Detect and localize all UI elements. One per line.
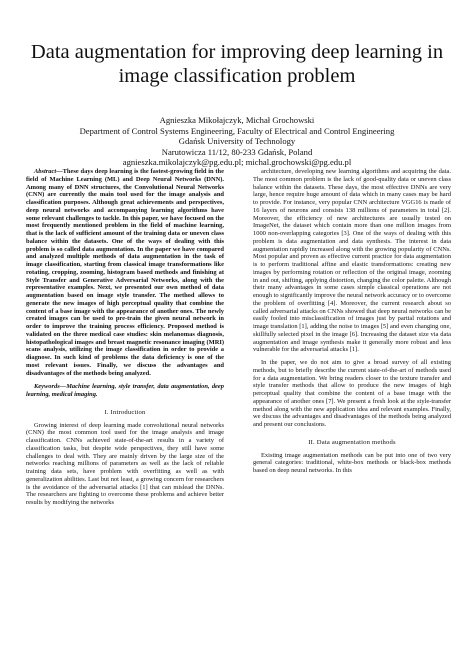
paper-title: Data augmentation for improving deep learning in image classification problem	[30, 41, 444, 87]
section-heading-augmentation: II. Data augmentation methods	[308, 438, 396, 446]
author-department: Department of Control Systems Engineering, Faculty of Electrical and Control Engineering	[79, 125, 395, 136]
author-names: Agnieszka Mikołajczyk, Michał Grochowski	[159, 115, 315, 125]
body-paragraph-2: In the paper, we do not aim to give a broad survey of all existing methods, but to briefly describe the current state-of-the-art of methods used for a data augmentation. We bring readers closer to the texture transfer and style transfer methods that allow to produce the new images of high perceptual quality that combine the content of a base image with the appearance of another ones [7]. We present a fresh look at the style-transfer method along with the new application idea and relevant examples. Finally, we discuss the advantages and disadvantages of the methods being analyzed and present our conclusions.	[253, 359, 451, 428]
right-column	[253, 168, 451, 475]
author-address: Narutowicza 11/12, 80-233 Gdańsk, Poland	[161, 146, 313, 157]
abstract-text: These days deep learning is the fastest-growing field in the field of Machine Learning (ML) and Deep Neural Networks (DNN). Among many of DNN structures, the Convolutional Neural Networks (CNN) are currently the main tool used for the image analysis and classification purposes. Although great achievements and perspectives, deep neural networks and accompanying learning algorithms have some relevant challenges to tackle. In this paper, we have focused on the most frequently mentioned problem in the field of machine learning, that is the lack of sufficient amount of the training data or uneven class balance within the datasets. One of the ways of dealing with this problem is so called data augmentation. In the paper we have compared and analyzed multiple methods of data augmentation in the task of image classification, starting from classical image transformations like rotating, cropping, zooming, histogram based methods and finishing at Style Transfer and Generative Adversarial Networks, along with the representative examples. Next, we presented our own method of data augmentation based on image style transfer. The method allows to generate the new images of high perceptual quality that combine the content of a base image with the appearance of another ones. The newly created images can be used to pre-train the given neural network in order to improve the training process efficiency. Proposed method is validated on the three medical case studies: skin melanomas diagnosis, histopathological images and breast magnetic resonance imaging (MRI) scans analysis, utilizing the image classification in order to provide a diagnose. In such kind of problems the data deficiency is one of the most relevant issues. Finally, we discuss the advantages and disadvantages of the methods being analyzed.	[26, 168, 224, 377]
keywords-label: Keywords	[34, 383, 60, 391]
section-heading-introduction: I. Introduction	[104, 408, 146, 416]
author-emails: agnieszka.mikolajczyk@pg.edu.pl; michal.grochowski@pg.edu.pl	[122, 157, 352, 168]
author-university: Gdańsk University of Technology	[178, 136, 296, 147]
abstract: Abstract—These days deep learning is the fastest-growing field in the field of Machine Learning (ML) and Deep Neural Networks (DNN). Among many of DNN structures, the Convolutional Neural Networks (CNN) are currently the main tool used for the image analysis and classification purposes. Although great achievements and perspectives, deep neural networks and accompanying learning algorithms have some relevant challenges to tackle. In this paper, we have focused on the most frequently mentioned problem in the field of machine learning, that is the lack of sufficient amount of the training data or uneven class balance within the datasets. One of the ways of dealing with this problem is so called data augmentation. In the paper we have compared and analyzed multiple methods of data augmentation in the task of image classification, starting from classical image transformations like rotating, cropping, zooming, histogram based methods and finishing at Style Transfer and Generative Adversarial Networks, along with the representative examples. Next, we presented our own method of data augmentation based on image style transfer. The method allows to generate the new images of high perceptual quality that combine the content of a base image with the appearance of another ones. The newly created images can be used to pre-train the given neural network in order to improve the training process efficiency. Proposed method is validated on the three medical case studies: skin melanomas diagnosis, histopathological images and breast magnetic resonance imaging (MRI) scans analysis, utilizing the image classification in order to provide a diagnose. In such kind of problems the data deficiency is one of the most relevant issues. Finally, we discuss the advantages and disadvantages of the methods being analyzed.	[26, 168, 224, 377]
body-paragraph-3: Existing image augmentation methods can be put into one of two very general categories: traditional, white-box methods or black-box methods based on deep neural networks. In this	[253, 451, 451, 474]
abstract-label: Abstract	[34, 168, 57, 175]
left-column	[26, 168, 224, 507]
author-block	[20, 115, 454, 168]
body-paragraph-1: architecture, developing new learning algorithms and acquiring the data. The most common problem is the lack of good-quality data or uneven class balance within the datasets. These days, the most effective DNNs are very large, hence require huge amount of data which in many cases may be hard to provide. For instance, very popular CNN architecture VGG16 is made of 16 layers of neurons and consists 138 millions of parameters in total [2]. Moreover, the efficiency of new architectures are usually tested on ImageNet, the dataset which contain more than one million images from 1000 non-overlapping categories [3]. One of the ways of dealing with this problem is data augmentation and data synthesis. The interest in data augmentation rapidly increased along with the growing popularity of CNNs. Most popular and proven as effective current practice for data augmentation is to perform traditional affine and elastic transformations: creating new images by performing rotation or reflection of the original image, zooming in and out, shifting, applying distortion, changing the color palette. Although their many advantages in some cases simple classical operations are not enough to significantly improve the neural network accuracy or to overcome the problem of overfitting [4]. Moreover, the current research about so called adversarial attacks on CNNs showed that deep neural networks can be easily fooled into misclassification of images just by partial rotations and image translation [1], adding the noise to images [5] and even changing one, skillfully selected pixel in the image [6]. Increasing the dataset size via data augmentation and image synthesis make it generally more robust and less vulnerable for the adversarial attacks [1].	[253, 168, 451, 354]
keywords-text: Machine learning, style transfer, data augmentation, deep learning, medical imaging.	[26, 383, 224, 398]
keywords: Keywords—Machine learning, style transfer, data augmentation, deep learning, medical imaging.	[26, 383, 224, 398]
intro-paragraph: Growing interest of deep learning made convolutional neural networks (CNN) the most common tool used for the image analysis and image classification. CNNs achieved state-of-the-art results in a variety of classification tasks, but despite wide perspectives, they still have some challenges to deal with. They are mainly driven by the large size of the networks reaching millions of parameters as well as the lack of reliable training data sets, have problem with overfitting as well as with generalization abilities. Last but not least, a growing concern for researchers is the avoidance of the adversarial attacks [1] that can mislead the DNNs. The researchers are fighting to overcome these problems and achieve better results by modifying the networks	[26, 421, 224, 506]
